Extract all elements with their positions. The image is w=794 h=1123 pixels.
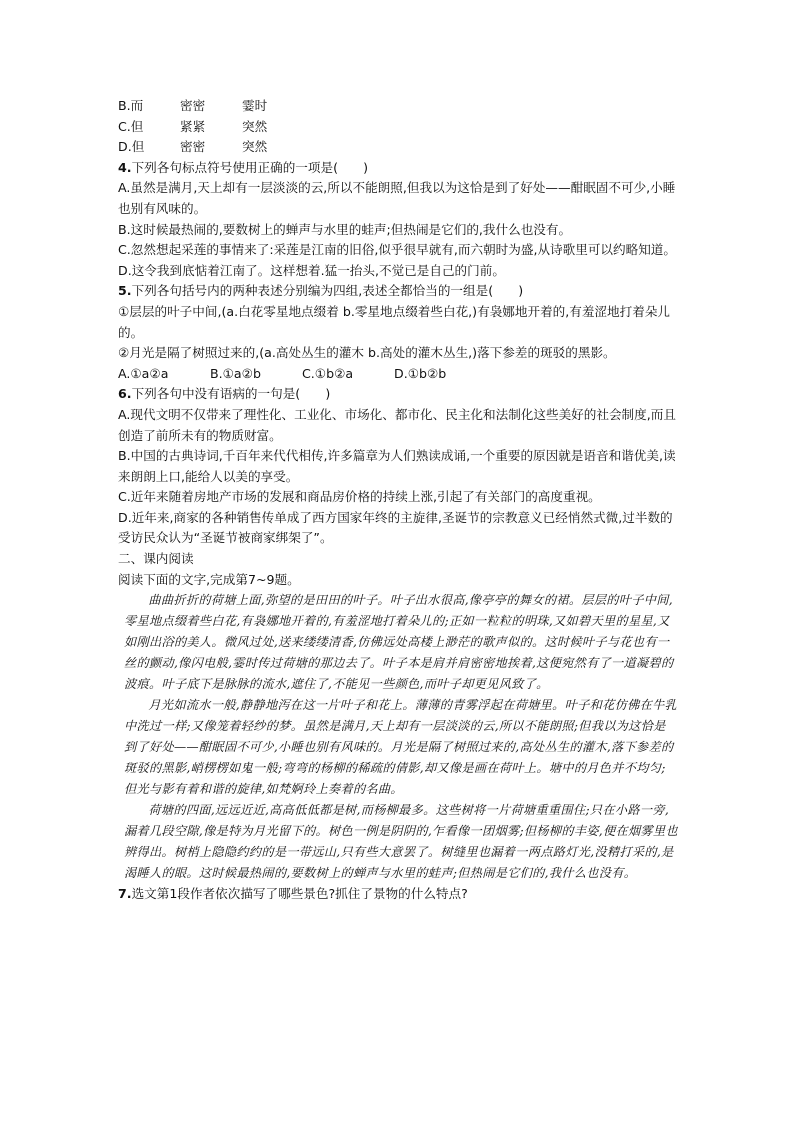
option-c: C.忽然想起采莲的事情来了:采莲是江南的旧俗,似乎很早就有,而六朝时为盛,从诗歌里可以约略知道。 [118,242,676,258]
option-row-d [118,137,678,158]
question-number: 4. [118,159,132,175]
passage-paragraph-2: 月光如流水一般,静静地泻在这一片叶子和花上。薄薄的青雾浮起在荷塘里。叶子和花仿佛在牛乳中洗过一样;又像笼着轻纱的梦。虽然是满月,天上却有一层淡淡的云,所以不能朗照;但我以为这恰是到了好处——酣眠固不可少,小睡也别有风味的。月光是隔了树照过来的,高处丛生的灌木,落下参差的斑驳的黑影,峭楞楞如鬼一般;弯弯的杨柳的稀疏的倩影,却又像是画在荷叶上。塘中的月色并不均匀;但光与影有着和谐的旋律,如梵婀玲上奏着的名曲。 [124,698,678,797]
option-label: B.而 [118,98,144,113]
option-row-b [118,96,678,117]
choice-row [118,364,678,385]
choice-b: B.①a②b [210,365,261,381]
option-word-1: 密密 [180,139,206,155]
option-word-2: 突然 [242,139,268,155]
reading-instruction: 阅读下面的文字,完成第7~9题。 [118,571,300,587]
choice-c: C.①b②a [302,365,354,381]
passage-paragraph-3: 荷塘的四面,远远近近,高高低低都是树,而杨柳最多。这些树将一片荷塘重重围住;只在小路一旁,漏着几段空隙,像是特为月光留下的。树色一例是阴阴的,乍看像一团烟雾;但杨柳的丰姿,便在烟雾里也辨得出。树梢上隐隐约约的是一带远山,只有些大意罢了。树缝里也漏着一两点路灯光,没精打采的,是渴睡人的眼。这时候最热闹的,要数树上的蝉声与水里的蛙声;但热闹是它们的,我什么也没有。 [124,803,678,881]
option-word-2: 霎时 [242,98,268,113]
option-a: A.现代文明不仅带来了理性化、工业化、市场化、都市化、民主化和法制化这些美好的社会制度,而且创造了前所未有的物质财富。 [118,406,676,443]
option-c: C.近年来随着房地产市场的发展和商品房价格的持续上涨,引起了有关部门的高度重视。 [118,489,601,505]
choice-d: D.①b②b [394,365,447,381]
option-word-1: 紧紧 [180,118,206,134]
question-number: 5. [118,283,132,299]
option-b: B.中国的古典诗词,千百年来代代相传,许多篇章为人们熟读成诵,一个重要的原因就是语音和谐优美,读来朗朗上口,能给人以美的享受。 [118,448,676,484]
section-title: 二、课内阅读 [118,551,194,567]
option-d: D.近年来,商家的各种销售传单成了西方国家年终的主旋律,圣诞节的宗教意义已经悄然式微,过半数的受访民众认为“圣诞节被商家绑架了”。 [118,509,673,546]
question-stem [118,158,678,179]
sentence-2: ②月光是隔了树照过来的,(a.高处丛生的灌木 b.高处的灌木丛生,)落下参差的斑驳的黑影。 [118,345,616,361]
document-page [118,96,678,905]
sentence-1: ①层层的叶子中间,(a.白花零星地点缀着 b.零星地点缀着些白花,)有袅娜地开着的,有羞涩地打着朵儿的。 [118,303,671,340]
reading-passage [124,590,678,884]
choice-a: A.①a②a [118,365,169,381]
question-stem [118,384,678,405]
question-stem [118,281,678,302]
question-7 [118,884,678,905]
option-d: D.这令我到底惦着江南了。这样想着.猛一抬头,不觉已是自己的门前。 [118,262,505,278]
option-word-1: 密密 [180,98,206,113]
option-a: A.虽然是满月,天上却有一层淡淡的云,所以不能朗照,但我以为这恰是到了好处——酣眠固不可少,小睡也别有风味的。 [118,180,676,216]
question-4 [118,158,678,282]
option-label: C.但 [118,118,144,134]
option-word-2: 突然 [242,118,268,134]
option-row-c [118,117,678,138]
option-b: B.这时候最热闹的,要数树上的蝉声与水里的蛙声;但热闹是它们的,我什么也没有。 [118,221,572,237]
question-number: 7. [118,886,132,902]
passage-paragraph-1: 曲曲折折的荷塘上面,弥望的是田田的叶子。叶子出水很高,像亭亭的舞女的裙。层层的叶子中间,零星地点缀着些白花,有袅娜地开着的,有羞涩地打着朵儿的;正如一粒粒的明珠,又如碧天里的星星,又如刚出浴的美人。微风过处,送来缕缕清香,仿佛远处高楼上渺茫的歌声似的。这时候叶子与花也有一丝的颤动,像闪电般,霎时传过荷塘的那边去了。叶子本是肩并肩密密地挨着,这便宛然有了一道凝碧的波痕。叶子底下是脉脉的流水,遮住了,不能见一些颜色,而叶子却更见风致了。 [124,593,674,692]
option-label: D.但 [118,139,145,155]
question-5 [118,281,678,384]
question-6 [118,384,678,549]
question-text: 选文第1段作者依次描写了哪些景色?抓住了景物的什么特点? [131,886,468,902]
previous-question-options [118,96,678,158]
question-text: 下列各句括号内的两种表述分别编为四组,表述全都恰当的一组是( ) [131,283,524,299]
question-number: 6. [118,386,132,402]
question-text: 下列各句中没有语病的一句是( ) [131,386,331,402]
question-text: 下列各句标点符号使用正确的一项是( ) [131,159,369,175]
